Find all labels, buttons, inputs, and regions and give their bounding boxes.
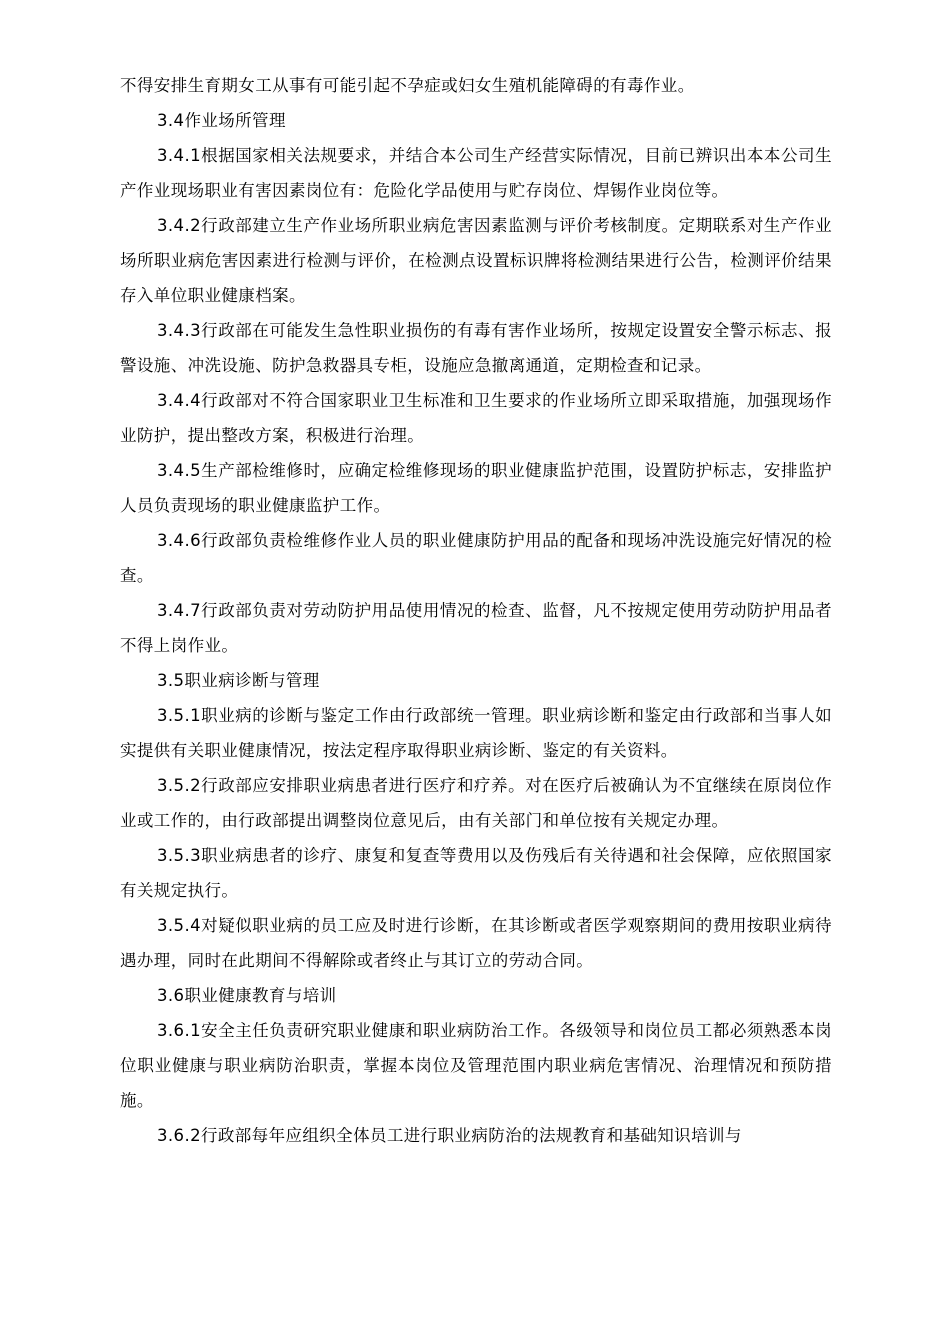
clause-3-5-1: 3.5.1职业病的诊断与鉴定工作由行政部统一管理。职业病诊断和鉴定由行政部和当事人如实提供有关职业健康情况，按法定程序取得职业病诊断、鉴定的有关资料。 bbox=[120, 706, 832, 760]
clause-3-6-2: 3.6.2行政部每年应组织全体员工进行职业病防治的法规教育和基础知识培训与 bbox=[157, 1126, 742, 1145]
clause-3-4-5: 3.4.5生产部检维修时，应确定检维修现场的职业健康监护范围，设置防护标志，安排监护人员负责现场的职业健康监护工作。 bbox=[120, 461, 832, 515]
clause-3-4-4: 3.4.4行政部对不符合国家职业卫生标准和卫生要求的作业场所立即采取措施，加强现场作业防护，提出整改方案，积极进行治理。 bbox=[120, 391, 832, 445]
clause-3-5-3: 3.5.3职业病患者的诊疗、康复和复查等费用以及伤残后有关待遇和社会保障，应依照国家有关规定执行。 bbox=[120, 846, 832, 900]
clause-3-5-4: 3.5.4对疑似职业病的员工应及时进行诊断，在其诊断或者医学观察期间的费用按职业病待遇办理，同时在此期间不得解除或者终止与其订立的劳动合同。 bbox=[120, 916, 832, 970]
clause-3-4-1: 3.4.1根据国家相关法规要求，并结合本公司生产经营实际情况，目前已辨识出本本公司生产作业现场职业有害因素岗位有：危险化学品使用与贮存岗位、焊锡作业岗位等。 bbox=[120, 146, 832, 200]
clause-3-5-2: 3.5.2行政部应安排职业病患者进行医疗和疗养。对在医疗后被确认为不宜继续在原岗位作业或工作的，由行政部提出调整岗位意见后，由有关部门和单位按有关规定办理。 bbox=[120, 776, 832, 830]
clause-3-4-6: 3.4.6行政部负责检维修作业人员的职业健康防护用品的配备和现场冲洗设施完好情况的检查。 bbox=[120, 531, 832, 585]
section-heading-3-6: 3.6职业健康教育与培训 bbox=[157, 986, 337, 1005]
clause-3-4-3: 3.4.3行政部在可能发生急性职业损伤的有毒有害作业场所，按规定设置安全警示标志、报警设施、冲洗设施、防护急救器具专柜，设施应急撤离通道，定期检查和记录。 bbox=[120, 321, 832, 375]
section-heading-3-5: 3.5职业病诊断与管理 bbox=[157, 671, 320, 690]
paragraph-continuation: 不得安排生育期女工从事有可能引起不孕症或妇女生殖机能障碍的有毒作业。 bbox=[120, 76, 695, 95]
section-heading-3-4: 3.4作业场所管理 bbox=[157, 111, 286, 130]
clause-3-4-7: 3.4.7行政部负责对劳动防护用品使用情况的检查、监督，凡不按规定使用劳动防护用品者不得上岗作业。 bbox=[120, 601, 832, 655]
clause-3-4-2: 3.4.2行政部建立生产作业场所职业病危害因素监测与评价考核制度。定期联系对生产作业场所职业病危害因素进行检测与评价，在检测点设置标识牌将检测结果进行公告，检测评价结果存入单位职业健康档案。 bbox=[120, 216, 832, 305]
clause-3-6-1: 3.6.1安全主任负责研究职业健康和职业病防治工作。各级领导和岗位员工都必须熟悉本岗位职业健康与职业病防治职责，掌握本岗位及管理范围内职业病危害情况、治理情况和预防措施。 bbox=[120, 1021, 832, 1110]
document-body bbox=[120, 68, 832, 1153]
